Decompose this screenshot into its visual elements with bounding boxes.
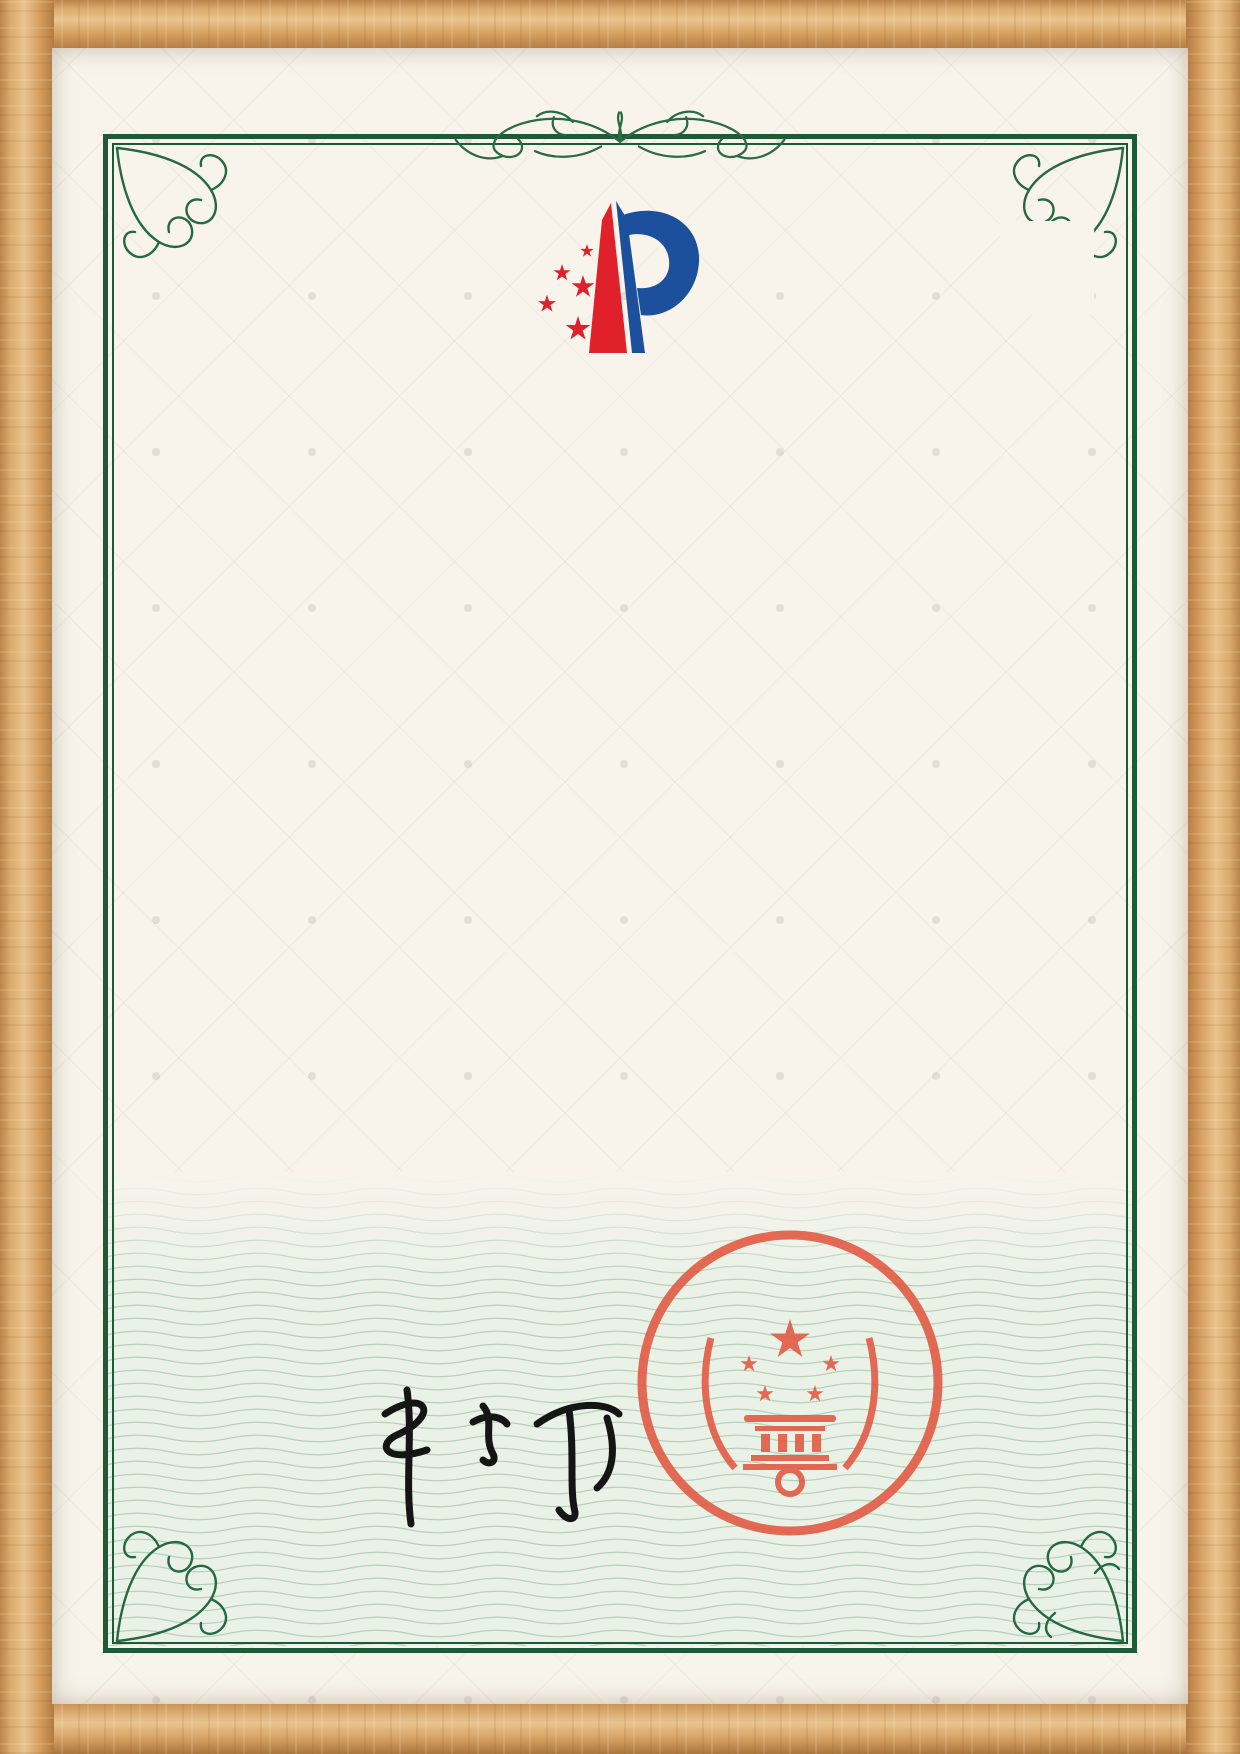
field-patent-number	[150, 668, 1110, 694]
wood-frame-left	[0, 0, 54, 1754]
director-signature	[355, 1362, 645, 1537]
wood-frame-right	[1186, 0, 1240, 1754]
field-utility-model-name	[150, 520, 1110, 546]
field-patentee	[150, 816, 1110, 842]
field-grant-row	[150, 962, 1110, 988]
national-emblem	[705, 1319, 875, 1494]
wood-frame-top	[0, 0, 1240, 50]
wood-frame-bottom	[0, 1702, 1240, 1754]
field-inventor	[150, 594, 1110, 620]
field-grant-number	[615, 962, 755, 988]
official-seal	[625, 1218, 955, 1548]
qr-code	[1000, 221, 1094, 315]
barcode	[175, 1313, 493, 1340]
field-filing-date	[150, 742, 1110, 768]
cnipa-logo-icon	[532, 196, 707, 361]
field-address	[150, 888, 1110, 914]
